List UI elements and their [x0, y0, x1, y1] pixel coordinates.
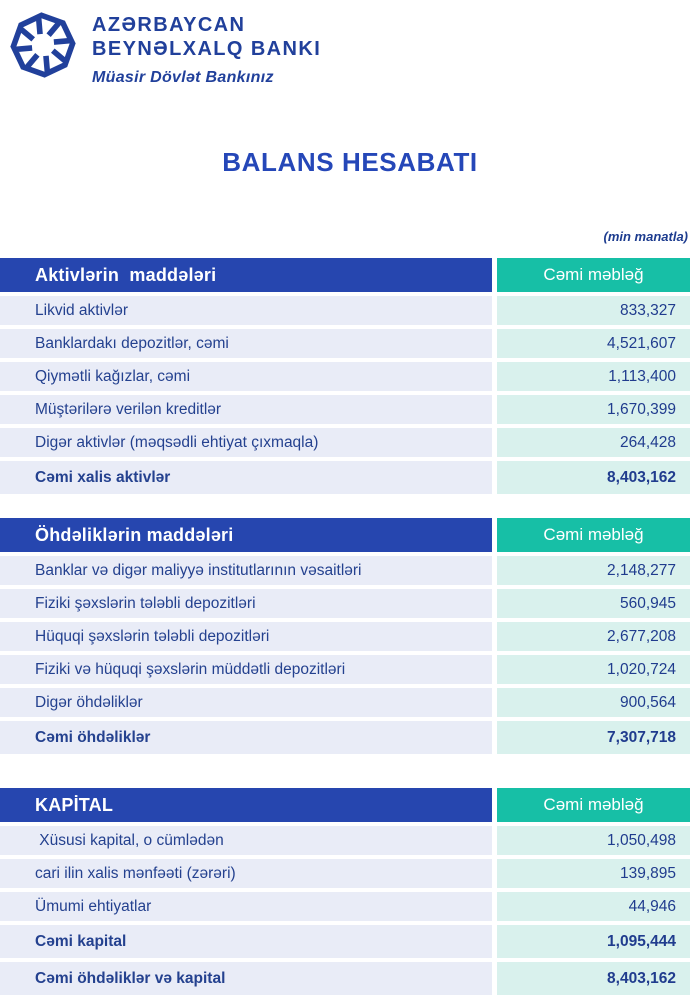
row-label: Fiziki və hüquqi şəxslərin müddətli depozitləri — [0, 655, 492, 684]
capital-header-label: KAPİTAL — [0, 788, 492, 822]
brand-text — [92, 10, 321, 87]
row-label: Qiymətli kağızlar, cəmi — [0, 362, 492, 391]
table-total-row — [0, 461, 690, 494]
assets-table — [0, 258, 690, 498]
total-row-label: Cəmi öhdəliklər və kapital — [0, 962, 492, 995]
table-total-row — [0, 721, 690, 754]
unit-note: (min manatla) — [603, 229, 688, 244]
row-value: 1,113,400 — [497, 362, 690, 391]
row-label: Banklardakı depozitlər, cəmi — [0, 329, 492, 358]
table-row — [0, 428, 690, 457]
row-value: 4,521,607 — [497, 329, 690, 358]
row-label: Xüsusi kapital, o cümlədən — [0, 826, 492, 855]
row-label: Fiziki şəxslərin tələbli depozitləri — [0, 589, 492, 618]
bank-name-line1: AZƏRBAYCAN — [92, 14, 246, 36]
table-row — [0, 296, 690, 325]
total-row-value: 1,095,444 — [497, 925, 690, 958]
total-row-label: Cəmi kapital — [0, 925, 492, 958]
bank-tagline: Müasir Dövlət Bankınız — [92, 69, 274, 87]
table-row — [0, 655, 690, 684]
total-row-value: 7,307,718 — [497, 721, 690, 754]
row-value: 900,564 — [497, 688, 690, 717]
table-row — [0, 329, 690, 358]
assets-header-amount: Cəmi məbləğ — [497, 258, 690, 292]
row-label: Müştərilərə verilən kreditlər — [0, 395, 492, 424]
row-value: 2,677,208 — [497, 622, 690, 651]
row-value: 2,148,277 — [497, 556, 690, 585]
capital-table — [0, 788, 690, 999]
brand-header — [8, 10, 321, 87]
row-value: 1,050,498 — [497, 826, 690, 855]
table-row — [0, 395, 690, 424]
bank-name-line2: BEYNƏLXALQ BANKI — [92, 37, 322, 60]
row-label: Ümumi ehtiyatlar — [0, 892, 492, 921]
row-value: 833,327 — [497, 296, 690, 325]
row-label: Digər öhdəliklər — [0, 688, 492, 717]
total-row-label: Cəmi xalis aktivlər — [0, 461, 492, 494]
table-row — [0, 589, 690, 618]
row-label: cari ilin xalis mənfəəti (zərəri) — [0, 859, 492, 888]
table-row — [0, 859, 690, 888]
table-row — [0, 826, 690, 855]
liabilities-table — [0, 518, 690, 758]
assets-header-label: Aktivlərin maddələri — [0, 258, 492, 292]
row-value: 560,945 — [497, 589, 690, 618]
capital-table-header — [0, 788, 690, 822]
row-label: Hüquqi şəxslərin tələbli depozitləri — [0, 622, 492, 651]
row-value: 1,670,399 — [497, 395, 690, 424]
liabilities-header-amount: Cəmi məbləğ — [497, 518, 690, 552]
page-title: BALANS HESABATI — [222, 147, 478, 177]
table-row — [0, 556, 690, 585]
table-total-row — [0, 962, 690, 995]
row-label: Banklar və digər maliyyə institutlarının vəsaitləri — [0, 556, 492, 585]
abb-knot-logo-icon — [8, 10, 78, 80]
row-value: 1,020,724 — [497, 655, 690, 684]
row-value: 44,946 — [497, 892, 690, 921]
row-value: 139,895 — [497, 859, 690, 888]
table-row — [0, 892, 690, 921]
table-row — [0, 362, 690, 391]
capital-header-amount: Cəmi məbləğ — [497, 788, 690, 822]
total-row-value: 8,403,162 — [497, 461, 690, 494]
assets-table-header — [0, 258, 690, 292]
liabilities-table-header — [0, 518, 690, 552]
table-row — [0, 622, 690, 651]
row-label: Likvid aktivlər — [0, 296, 492, 325]
table-row — [0, 688, 690, 717]
total-row-label: Cəmi öhdəliklər — [0, 721, 492, 754]
total-row-value: 8,403,162 — [497, 962, 690, 995]
row-label: Digər aktivlər (məqsədli ehtiyat çıxmaqla) — [0, 428, 492, 457]
row-value: 264,428 — [497, 428, 690, 457]
liabilities-header-label: Öhdəliklərin maddələri — [0, 518, 492, 552]
table-total-row — [0, 925, 690, 958]
bank-name — [92, 14, 321, 61]
